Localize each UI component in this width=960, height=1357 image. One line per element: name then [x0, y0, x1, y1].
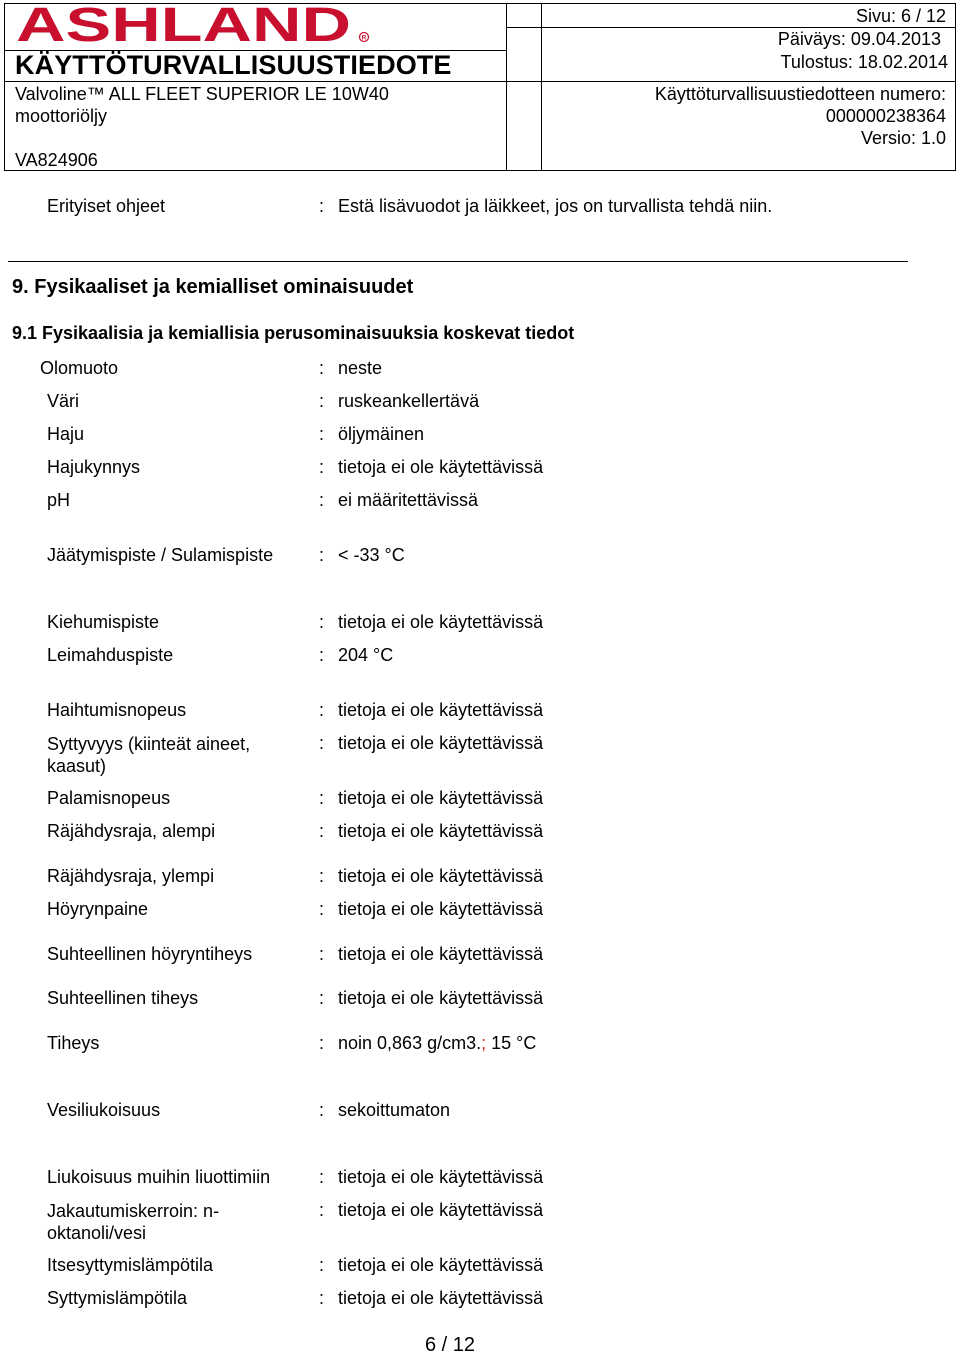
colon: : — [319, 1033, 325, 1053]
ashland-logo-text: ASHLAND — [16, 4, 351, 46]
special-instructions-label: Erityiset ohjeet — [47, 196, 166, 216]
property-value: tietoja ei ole käytettävissä — [338, 1200, 544, 1220]
property-label: Räjähdysraja, ylempi — [47, 866, 215, 886]
property-value: tietoja ei ole käytettävissä — [338, 988, 544, 1008]
header-divider-left — [506, 3, 507, 171]
print-date: Tulostus: 18.02.2014 — [780, 52, 948, 72]
product-name: Valvoline™ ALL FLEET SUPERIOR LE 10W40 — [15, 84, 389, 104]
property-value: tietoja ei ole käytettävissä — [338, 1167, 544, 1187]
special-instructions-value: Estä lisävuodot ja läikkeet, jos on turvallista tehdä niin. — [338, 196, 773, 216]
property-label: Suhteellinen höyryntiheys — [47, 944, 253, 964]
property-value: ei määritettävissä — [338, 490, 479, 510]
colon: : — [319, 1288, 325, 1308]
property-value: neste — [338, 358, 383, 378]
property-value: tietoja ei ole käytettävissä — [338, 457, 544, 477]
property-value: 204 °C — [338, 645, 394, 665]
property-value: tietoja ei ole käytettävissä — [338, 733, 544, 753]
document-title: KÄYTTÖTURVALLISUUSTIEDOTE — [15, 50, 452, 80]
property-label: Väri — [47, 391, 80, 411]
colon: : — [319, 424, 325, 444]
property-value: tietoja ei ole käytettävissä — [338, 612, 544, 632]
header-divider-right — [541, 3, 542, 171]
property-value: tietoja ei ole käytettävissä — [338, 821, 544, 841]
header-rule-3 — [506, 27, 956, 28]
property-label: Syttyvyys (kiinteät aineet, kaasut) — [47, 734, 251, 776]
colon: : — [319, 944, 325, 964]
colon: : — [319, 1200, 325, 1220]
property-value: tietoja ei ole käytettävissä — [338, 866, 544, 886]
property-label: Tiheys — [47, 1033, 100, 1053]
property-label: pH — [47, 490, 71, 510]
density-separator: ; — [481, 1033, 487, 1053]
property-value — [338, 1033, 536, 1054]
sds-number: 000000238364 — [825, 106, 946, 126]
property-value: tietoja ei ole käytettävissä — [338, 700, 544, 720]
colon: : — [319, 988, 325, 1008]
product-type: moottoriöljy — [15, 106, 108, 126]
colon: : — [319, 788, 325, 808]
sds-number-label: Käyttöturvallisuustiedotteen numero: — [654, 84, 946, 104]
ashland-logo — [14, 4, 374, 46]
section-divider — [8, 261, 908, 262]
page-indicator: Sivu: 6 / 12 — [855, 6, 946, 26]
colon: : — [319, 899, 325, 919]
colon: : — [319, 821, 325, 841]
property-value: ruskeankellertävä — [338, 391, 480, 411]
property-label: Leimahduspiste — [47, 645, 174, 665]
colon: : — [319, 1255, 325, 1275]
colon: : — [319, 457, 325, 477]
property-label: Jakautumiskerroin: n-oktanoli/vesi — [47, 1201, 220, 1243]
property-label: Liukoisuus muihin liuottimiin — [47, 1167, 271, 1187]
colon: : — [319, 866, 325, 886]
colon: : — [319, 490, 325, 510]
property-label: Hajukynnys — [47, 457, 141, 477]
product-code: VA824906 — [15, 150, 98, 170]
property-label: Palamisnopeus — [47, 788, 171, 808]
property-label: Olomuoto — [40, 358, 119, 378]
property-value: tietoja ei ole käytettävissä — [338, 788, 544, 808]
property-label: Syttymislämpötila — [47, 1288, 188, 1308]
footer-page-number: 6 / 12 — [424, 1334, 476, 1356]
property-label: Räjähdysraja, alempi — [47, 821, 216, 841]
colon: : — [319, 612, 325, 632]
colon: : — [319, 1100, 325, 1120]
property-label: Höyrynpaine — [47, 899, 149, 919]
colon: : — [319, 645, 325, 665]
header-rule-2 — [4, 81, 956, 82]
colon: : — [319, 196, 325, 216]
property-value: < -33 °C — [338, 545, 405, 565]
property-value: tietoja ei ole käytettävissä — [338, 944, 544, 964]
property-label: Haju — [47, 424, 85, 444]
property-label: Vesiliukoisuus — [47, 1100, 161, 1120]
svg-text:R: R — [361, 34, 367, 42]
property-value: tietoja ei ole käytettävissä — [338, 1255, 544, 1275]
property-label: Haihtumisnopeus — [47, 700, 187, 720]
revision-date: Päiväys: 09.04.2013 — [777, 29, 941, 49]
colon: : — [319, 358, 325, 378]
density-temperature: 15 °C — [486, 1033, 537, 1053]
property-label: Kiehumispiste — [47, 612, 160, 632]
property-value: tietoja ei ole käytettävissä — [338, 1288, 544, 1308]
density-value: noin 0,863 g/cm3. — [338, 1033, 482, 1053]
colon: : — [319, 700, 325, 720]
colon: : — [319, 1167, 325, 1187]
property-value: öljymäinen — [338, 424, 425, 444]
colon: : — [319, 733, 325, 753]
colon: : — [319, 545, 325, 565]
section-title: 9. Fysikaaliset ja kemialliset ominaisuudet — [12, 276, 414, 298]
property-label: Itsesyttymislämpötila — [47, 1255, 214, 1275]
property-label: Suhteellinen tiheys — [47, 988, 199, 1008]
version: Versio: 1.0 — [860, 128, 946, 148]
subsection-title: 9.1 Fysikaalisia ja kemiallisia perusominaisuuksia koskevat tiedot — [12, 323, 575, 343]
property-value: tietoja ei ole käytettävissä — [338, 899, 544, 919]
property-label: Jäätymispiste / Sulamispiste — [47, 545, 274, 565]
colon: : — [319, 391, 325, 411]
property-value: sekoittumaton — [338, 1100, 451, 1120]
